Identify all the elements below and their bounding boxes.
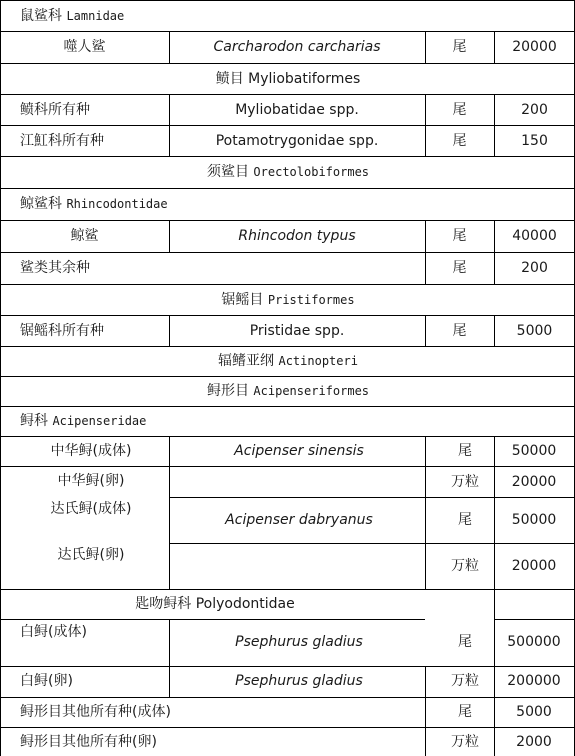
taxon-header-row: [218, 352, 358, 370]
taxon-header-cn: 鲸鲨科: [20, 196, 62, 212]
taxon-header-latin: Rhincodontidae: [66, 197, 168, 211]
taxon-header-cn: 辐鳍亚纲: [218, 353, 275, 369]
row-divider: [0, 252, 575, 253]
column-divider: [425, 252, 426, 284]
row-divider: [0, 220, 575, 221]
row-divider: [0, 284, 575, 285]
value-cell: 5000: [516, 323, 553, 339]
value-cell: 40000: [512, 228, 557, 244]
taxon-header-latin: Pristiformes: [267, 293, 355, 307]
row-divider: [0, 666, 575, 667]
taxon-header-cn: 鼠鲨科: [20, 8, 62, 24]
scientific-name: Rhincodon typus: [238, 228, 356, 244]
chinese-sturgeon-adult-unit: 尾: [458, 443, 472, 459]
unit-cell: 尾: [452, 133, 467, 149]
taxon-header-latin: Acipenseridae: [52, 414, 147, 428]
taxon-header-cn: 鲟形目: [206, 383, 249, 399]
species-name: 锯鳐科所有种: [20, 323, 104, 339]
paddlefish-adult-scientific: Psephurus gladius: [235, 634, 363, 650]
taxon-header-latin: Myliobatiformes: [248, 71, 361, 87]
row-divider: [0, 94, 575, 95]
taxon-header-cn: 鲟科: [20, 413, 48, 429]
row-divider: [494, 619, 575, 620]
dabry-sturgeon-adult-name: 达氏鲟(成体): [50, 501, 132, 517]
column-divider: [169, 436, 170, 589]
column-divider: [494, 252, 495, 284]
paddlefish-egg-name: 白鲟(卵): [20, 673, 73, 689]
row-divider: [0, 697, 575, 698]
column-divider: [425, 220, 426, 252]
other-acipenseriformes-egg-value: 2000: [516, 734, 552, 750]
paddlefish-egg-unit: 万粒: [451, 673, 479, 689]
column-divider: [169, 315, 170, 346]
column-divider: [169, 94, 170, 125]
other-acipenseriformes-adult-value: 5000: [516, 704, 552, 720]
family-header-cn: 匙吻鲟科: [135, 596, 192, 612]
column-divider: [169, 31, 170, 63]
paddlefish-adult-value: 500000: [507, 634, 561, 650]
chinese-sturgeon-adult-scientific: Acipenser sinensis: [234, 443, 364, 459]
taxon-header-latin: Orectolobiformes: [253, 165, 370, 179]
table-border-left: [0, 0, 1, 756]
row-divider: [0, 727, 575, 728]
column-divider: [169, 125, 170, 156]
column-divider: [425, 94, 426, 125]
species-name: 噬人鲨: [63, 39, 106, 55]
row-divider: [0, 31, 575, 32]
column-divider: [169, 220, 170, 252]
row-divider: [0, 589, 575, 590]
column-divider: [425, 666, 426, 756]
taxon-header-latin: Acipenseriformes: [253, 384, 370, 398]
column-divider: [494, 589, 495, 756]
column-divider: [494, 94, 495, 125]
species-name: 江魟科所有种: [20, 133, 104, 149]
other-acipenseriformes-adult-name: 鲟形目其他所有种(成体): [20, 704, 171, 720]
column-divider: [494, 31, 495, 63]
unit-cell: 尾: [452, 39, 467, 55]
column-divider: [425, 436, 426, 589]
value-cell: 20000: [512, 39, 557, 55]
dabry-sturgeon-egg-name: 达氏鲟(卵): [57, 547, 125, 563]
row-divider: [169, 543, 575, 544]
column-divider: [494, 315, 495, 346]
scientific-name: Carcharodon carcharias: [213, 39, 381, 55]
row-divider: [0, 125, 575, 126]
taxon-header-cn: 须鲨目: [206, 164, 249, 180]
species-name: 鲼科所有种: [20, 102, 90, 118]
column-divider: [494, 436, 495, 589]
species-name: 鲸鲨: [70, 228, 99, 244]
row-divider: [0, 619, 425, 620]
row-divider: [0, 63, 575, 64]
dabry-sturgeon-adult-value: 50000: [511, 512, 557, 528]
species-name: 鲨类其余种: [20, 260, 90, 276]
row-divider: [0, 406, 575, 407]
dabry-sturgeon-adult-unit: 尾: [458, 512, 472, 528]
row-divider: [0, 376, 575, 377]
paddlefish-adult-unit: 尾: [458, 634, 472, 650]
unit-cell: 尾: [452, 228, 467, 244]
value-cell: 200: [521, 260, 548, 276]
family-header-polyodontidae: [135, 595, 295, 613]
dabry-sturgeon-egg-unit: 万粒: [451, 558, 479, 574]
dabry-sturgeon-adult-scientific: Acipenser dabryanus: [225, 512, 373, 528]
column-divider: [425, 125, 426, 156]
chinese-sturgeon-adult-value: 50000: [511, 443, 557, 459]
scientific-name: Myliobatidae spp.: [235, 102, 359, 118]
row-divider: [0, 466, 575, 467]
scientific-name: Potamotrygonidae spp.: [215, 133, 379, 149]
taxon-header-latin: Actinopteri: [278, 354, 358, 368]
unit-cell: 尾: [452, 323, 467, 339]
taxon-header-cn: 鲼目: [215, 71, 244, 87]
taxon-header-row: [216, 70, 361, 88]
row-divider: [0, 156, 575, 157]
taxon-header-cn: 锯鳐目: [221, 292, 264, 308]
paddlefish-egg-value: 200000: [507, 673, 561, 689]
other-acipenseriformes-egg-unit: 万粒: [451, 734, 479, 750]
column-divider: [494, 125, 495, 156]
column-divider: [425, 31, 426, 63]
dabry-sturgeon-egg-value: 20000: [511, 558, 557, 574]
column-divider: [425, 315, 426, 346]
chinese-sturgeon-egg-name: 中华鲟(卵): [57, 473, 125, 489]
chinese-sturgeon-egg-value: 20000: [511, 474, 557, 490]
taxon-header-row: [20, 195, 168, 213]
taxon-header-row: [20, 412, 146, 430]
unit-cell: 尾: [452, 260, 467, 276]
row-divider: [0, 436, 575, 437]
scientific-name: Pristidae spp.: [249, 323, 345, 339]
value-cell: 150: [521, 133, 548, 149]
other-acipenseriformes-egg-name: 鲟形目其他所有种(卵): [20, 734, 157, 750]
taxon-header-row: [221, 291, 354, 309]
taxon-header-row: [207, 382, 369, 400]
row-divider: [0, 346, 575, 347]
column-divider: [169, 619, 170, 697]
chinese-sturgeon-adult-name: 中华鲟(成体): [50, 443, 132, 459]
taxon-header-row: [20, 7, 124, 25]
taxon-header-row: [207, 163, 369, 181]
unit-cell: 尾: [452, 102, 467, 118]
column-divider: [494, 220, 495, 252]
row-divider: [169, 497, 575, 498]
family-header-latin: Polyodontidae: [195, 596, 295, 612]
other-acipenseriformes-adult-unit: 尾: [458, 704, 472, 720]
row-divider: [0, 315, 575, 316]
taxon-header-latin: Lamnidae: [66, 9, 125, 23]
paddlefish-egg-scientific: Psephurus gladius: [235, 673, 363, 689]
table-border-top: [0, 0, 575, 1]
paddlefish-adult-name: 白鲟(成体): [20, 624, 87, 640]
value-cell: 200: [521, 102, 548, 118]
chinese-sturgeon-egg-unit: 万粒: [451, 474, 479, 490]
row-divider: [0, 188, 575, 189]
